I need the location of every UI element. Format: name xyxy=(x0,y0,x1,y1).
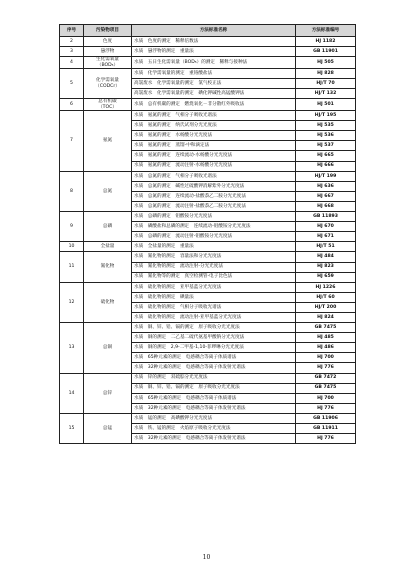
pollutant-name: 氰化物 xyxy=(100,264,115,270)
table-row xyxy=(60,242,356,252)
method-name: 水质 色度的测定 稀释倍数法 xyxy=(132,37,296,47)
page-number: 10 xyxy=(202,554,211,561)
method-name: 水质 氰化物的测定 容量法和分光光度法 xyxy=(132,252,296,262)
header-row xyxy=(60,25,356,37)
method-name: 水质 32种元素的测定 电感耦合等离子体发射光谱法 xyxy=(132,363,296,373)
table-row xyxy=(60,373,356,383)
method-name: 水质 总氮的测定 流动注射-盐酸萘乙二胺分光光度法 xyxy=(132,201,296,211)
table-row xyxy=(60,252,356,262)
col-header-pollutant: 污染物项目 xyxy=(84,25,132,37)
table-body xyxy=(60,37,356,444)
method-name: 水质 硫化物的测定 流动注射-亚甲基蓝分光光度法 xyxy=(132,312,296,322)
method-code: HJ 667 xyxy=(296,191,356,201)
pollutant-name: （TOC） xyxy=(98,104,117,110)
method-name: 水质 硫化物的测定 气相分子吸收光谱法 xyxy=(132,302,296,312)
method-code: HJ 485 xyxy=(296,333,356,343)
pollutant-name: （CODCr） xyxy=(95,83,120,89)
table-row xyxy=(60,413,356,423)
method-code: GB 11901 xyxy=(296,47,356,57)
pollutant-name: 全盐量 xyxy=(100,244,115,250)
method-name: 水质 铜、锌、铅、镉的测定 原子吸收分光光度法 xyxy=(132,323,296,333)
method-name: 水质 铁、锰的测定 火焰原子吸收分光光度法 xyxy=(132,424,296,434)
method-code: HJ 776 xyxy=(296,363,356,373)
method-code: HJ/T 195 xyxy=(296,111,356,121)
method-name: 水质 氨氮的测定 气相分子吸收光谱法 xyxy=(132,111,296,121)
method-code: HJ 828 xyxy=(296,69,356,79)
method-code: HJ 486 xyxy=(296,343,356,353)
method-name: 高氯废水 化学需氧量的测定 碘化钾碱性高锰酸钾法 xyxy=(132,89,296,99)
method-code: HJ 1226 xyxy=(296,282,356,292)
pollutant-name: （BOD₅） xyxy=(96,62,119,68)
method-code: HJ 776 xyxy=(296,403,356,413)
method-code: HJ 776 xyxy=(296,434,356,444)
method-code: HJ/T 60 xyxy=(296,292,356,302)
row-number: 7 xyxy=(60,111,84,172)
method-code: GB 11911 xyxy=(296,424,356,434)
row-number: 10 xyxy=(60,242,84,252)
method-code: HJ/T 132 xyxy=(296,89,356,99)
table-row xyxy=(60,111,356,121)
pollutant-cell xyxy=(84,171,132,211)
col-header-number: 序号 xyxy=(60,25,84,37)
method-name: 水质 氰化物等的测定 真空检测管-电子比色法 xyxy=(132,272,296,282)
method-code: HJ/T 199 xyxy=(296,171,356,181)
pollutant-name: 生化需氧量 xyxy=(96,57,119,63)
pollutant-name: 氨氮 xyxy=(102,138,113,144)
standards-table xyxy=(59,24,356,444)
method-code: HJ 537 xyxy=(296,141,356,151)
method-name: 水质 氰化物的测定 流动注射-分光光度法 xyxy=(132,262,296,272)
method-name: 水质 铜、锌、铅、镉的测定 原子吸收分光光度法 xyxy=(132,383,296,393)
pollutant-name: 硫化物 xyxy=(100,299,115,305)
method-code: HJ 535 xyxy=(296,121,356,131)
pollutant-cell xyxy=(84,37,132,47)
method-code: HJ 536 xyxy=(296,131,356,141)
pollutant-cell xyxy=(84,242,132,252)
pollutant-cell xyxy=(84,212,132,242)
method-code: HJ 505 xyxy=(296,57,356,69)
method-name: 水质 氨氮的测定 水杨酸分光光度法 xyxy=(132,131,296,141)
method-name: 水质 总磷的测定 钼酸铵分光光度法 xyxy=(132,212,296,222)
method-code: HJ 1182 xyxy=(296,37,356,47)
method-name: 水质 氨氮的测定 流动注射-水杨酸分光光度法 xyxy=(132,161,296,171)
method-name: 水质 五日生化需氧量（BOD₅）的测定 稀释与接种法 xyxy=(132,57,296,69)
method-code: HJ/T 70 xyxy=(296,79,356,89)
pollutant-cell xyxy=(84,413,132,443)
table-row xyxy=(60,57,356,69)
method-code: HJ/T 51 xyxy=(296,242,356,252)
table-row xyxy=(60,69,356,79)
method-name: 水质 锰的测定 高碘酸钾分光光度法 xyxy=(132,413,296,423)
method-name: 水质 悬浮物的测定 重量法 xyxy=(132,47,296,57)
method-code: HJ 700 xyxy=(296,353,356,363)
table-row xyxy=(60,99,356,111)
method-code: GB 7475 xyxy=(296,383,356,393)
method-name: 水质 65种元素的测定 电感耦合等离子体质谱法 xyxy=(132,393,296,403)
row-number: 12 xyxy=(60,282,84,322)
method-name: 水质 总氮的测定 气相分子吸收光谱法 xyxy=(132,171,296,181)
row-number: 5 xyxy=(60,69,84,99)
pollutant-cell xyxy=(84,99,132,111)
table-row xyxy=(60,171,356,181)
row-number: 4 xyxy=(60,57,84,69)
method-code: HJ 501 xyxy=(296,99,356,111)
method-name: 水质 硫化物的测定 碘量法 xyxy=(132,292,296,302)
method-name: 水质 总磷的测定 流动注射-钼酸铵分光光度法 xyxy=(132,232,296,242)
method-name: 水质 磷酸盐和总磷的测定 连续流动-钼酸铵分光光度法 xyxy=(132,222,296,232)
pollutant-cell xyxy=(84,69,132,99)
row-number: 14 xyxy=(60,373,84,413)
pollutant-name: 悬浮物 xyxy=(100,48,115,54)
col-header-method-code: 方法标准编号 xyxy=(296,25,356,37)
pollutant-cell xyxy=(84,373,132,413)
table-row xyxy=(60,47,356,57)
method-code: GB 11893 xyxy=(296,212,356,222)
row-number: 3 xyxy=(60,47,84,57)
pollutant-cell xyxy=(84,252,132,282)
row-number: 9 xyxy=(60,212,84,242)
method-code: HJ 700 xyxy=(296,393,356,403)
row-number: 2 xyxy=(60,37,84,47)
method-name: 水质 铜的测定 2,9-二甲基-1,10-菲啰啉分光光度法 xyxy=(132,343,296,353)
method-name: 水质 铜的测定 二乙基二硫代氨基甲酸钠分光光度法 xyxy=(132,333,296,343)
pollutant-name: 总锌 xyxy=(102,390,113,396)
method-name: 水质 32种元素的测定 电感耦合等离子体发射光谱法 xyxy=(132,434,296,444)
method-name: 水质 锌的测定 双硫腙分光光度法 xyxy=(132,373,296,383)
method-code: HJ 636 xyxy=(296,181,356,191)
method-code: HJ 670 xyxy=(296,222,356,232)
method-code: HJ 666 xyxy=(296,161,356,171)
table-row xyxy=(60,323,356,333)
row-number: 6 xyxy=(60,99,84,111)
method-name: 水质 氨氮的测定 连续流动-水杨酸分光光度法 xyxy=(132,151,296,161)
col-header-method-name: 方法标准名称 xyxy=(132,25,296,37)
pollutant-name: 总铜 xyxy=(102,345,113,351)
method-code: HJ 824 xyxy=(296,312,356,322)
method-name: 水质 氨氮的测定 蒸馏-中和滴定法 xyxy=(132,141,296,151)
method-name: 高氯废水 化学需氧量的测定 氯气校正法 xyxy=(132,79,296,89)
table-row xyxy=(60,37,356,47)
method-code: HJ 659 xyxy=(296,272,356,282)
method-code: GB 7475 xyxy=(296,323,356,333)
pollutant-cell xyxy=(84,57,132,69)
pollutant-cell xyxy=(84,323,132,373)
method-code: HJ 668 xyxy=(296,201,356,211)
method-name: 水质 65种元素的测定 电感耦合等离子体质谱法 xyxy=(132,353,296,363)
row-number: 15 xyxy=(60,413,84,443)
pollutant-cell xyxy=(84,282,132,322)
pollutant-name: 化学需氧量 xyxy=(96,78,119,84)
method-name: 水质 氨氮的测定 纳氏试剂分光光度法 xyxy=(132,121,296,131)
pollutant-name: 总有机碳 xyxy=(98,99,117,105)
pollutant-name: 总磷 xyxy=(102,223,113,229)
pollutant-name: 总锰 xyxy=(102,425,113,431)
row-number: 11 xyxy=(60,252,84,282)
method-code: HJ 484 xyxy=(296,252,356,262)
pollutant-cell xyxy=(84,111,132,172)
method-name: 水质 总氮的测定 连续流动-盐酸萘乙二胺分光光度法 xyxy=(132,191,296,201)
method-code: HJ/T 200 xyxy=(296,302,356,312)
table-header xyxy=(60,25,356,37)
method-code: GB 7472 xyxy=(296,373,356,383)
row-number: 13 xyxy=(60,323,84,373)
method-name: 水质 硫化物的测定 亚甲基蓝分光光度法 xyxy=(132,282,296,292)
method-code: HJ 671 xyxy=(296,232,356,242)
row-number: 8 xyxy=(60,171,84,211)
method-code: HJ 665 xyxy=(296,151,356,161)
pollutant-name: 色度 xyxy=(102,38,113,44)
method-name: 水质 总有机碳的测定 燃烧氧化－非分散红外吸收法 xyxy=(132,99,296,111)
method-code: HJ 823 xyxy=(296,262,356,272)
method-name: 水质 化学需氧量的测定 重铬酸盐法 xyxy=(132,69,296,79)
method-name: 水质 总氮的测定 碱性过硫酸钾消解紫外分光光度法 xyxy=(132,181,296,191)
method-code: GB 11906 xyxy=(296,413,356,423)
pollutant-name: 总氮 xyxy=(102,188,113,194)
table-row xyxy=(60,282,356,292)
table-row xyxy=(60,212,356,222)
pollutant-cell xyxy=(84,47,132,57)
method-name: 水质 全盐量的测定 重量法 xyxy=(132,242,296,252)
method-name: 水质 32种元素的测定 电感耦合等离子体发射光谱法 xyxy=(132,403,296,413)
